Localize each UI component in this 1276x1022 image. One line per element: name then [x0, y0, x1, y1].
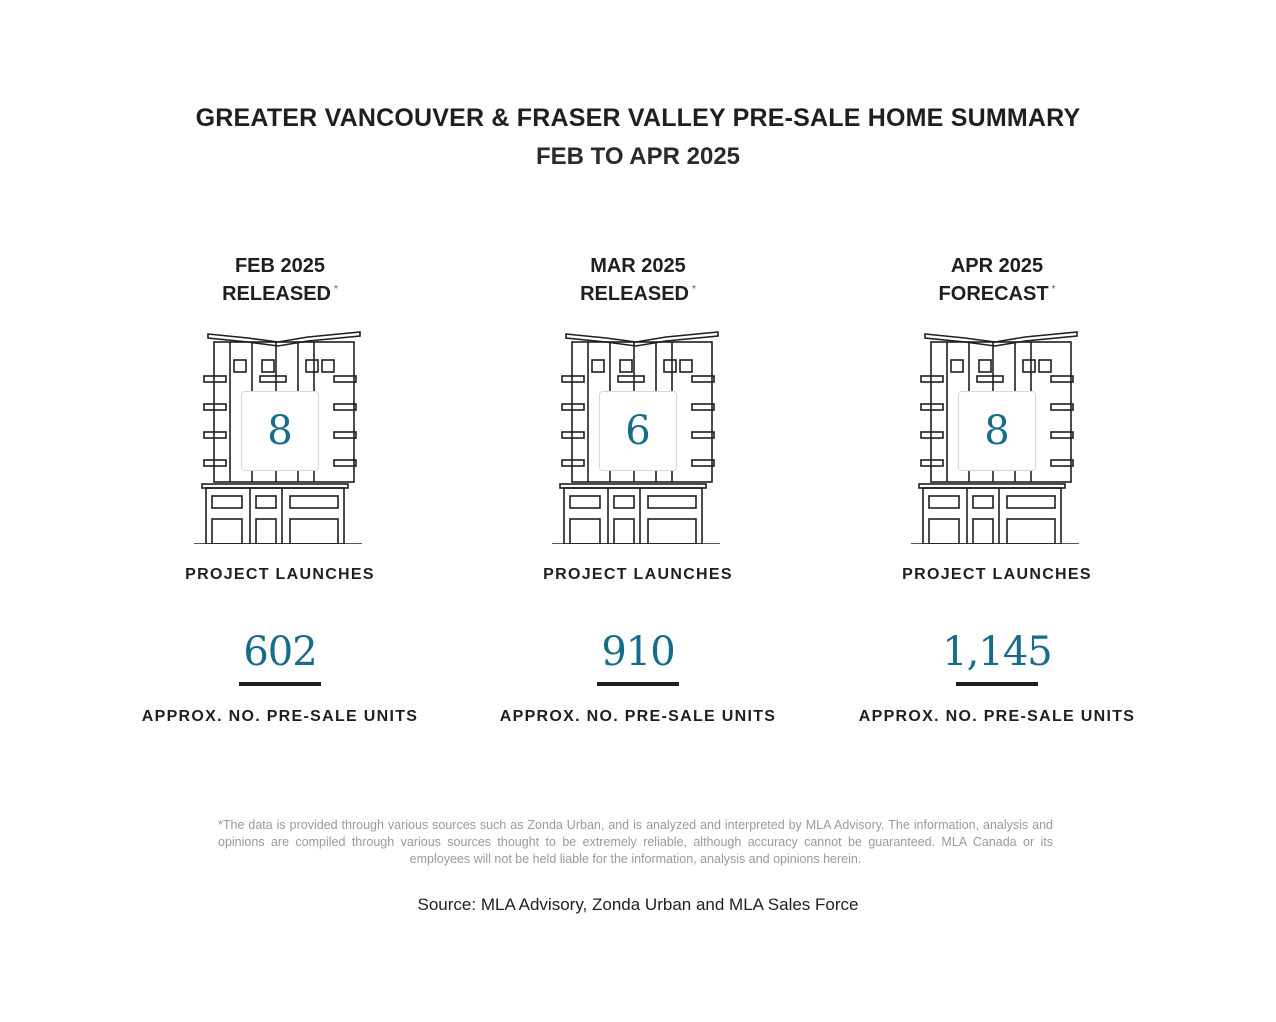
door: [570, 519, 600, 544]
units-value: 602: [243, 629, 317, 675]
balcony-slab: [334, 460, 356, 466]
column-status-label: RELEASED: [222, 283, 331, 305]
balcony-slab: [204, 404, 226, 410]
source-text: Source: MLA Advisory, Zonda Urban and MLA Sales Force: [417, 895, 859, 914]
balcony-slab: [334, 432, 356, 438]
roof-line: [208, 332, 360, 346]
launch-label: PROJECT LAUNCHES: [185, 566, 375, 583]
balcony-slab: [692, 404, 714, 410]
balcony-slab: [204, 460, 226, 466]
door: [614, 519, 634, 544]
footnote-marker: *: [1051, 284, 1056, 295]
launch-count: 8: [958, 391, 1036, 471]
window: [1039, 360, 1051, 372]
column-status: [110, 280, 450, 308]
balcony-slab: [921, 460, 943, 466]
balcony-slab: [1051, 460, 1073, 466]
page-subtitle: FEB TO APR 2025: [535, 143, 741, 170]
podium-window: [212, 496, 242, 508]
units-label: APPROX. NO. PRE-SALE UNITS: [141, 708, 419, 725]
units-label: APPROX. NO. PRE-SALE UNITS: [858, 708, 1136, 725]
units-value: 910: [601, 629, 675, 675]
units-divider: [956, 682, 1038, 686]
balcony-slab: [1051, 432, 1073, 438]
footnote-marker: *: [692, 284, 696, 295]
balcony-slab: [921, 404, 943, 410]
units-divider: [239, 682, 321, 686]
summary-column-feb: [110, 252, 450, 726]
balcony-slab: [562, 432, 584, 438]
balcony-slab: [204, 376, 226, 382]
podium-window: [614, 496, 634, 508]
window: [680, 360, 692, 372]
summary-column-apr: [827, 252, 1167, 726]
balcony-slab: [562, 404, 584, 410]
door: [929, 519, 959, 544]
door: [212, 519, 242, 544]
column-status-label: RELEASED: [580, 283, 689, 305]
balcony-slab: [334, 376, 356, 382]
summary-column-mar: [468, 252, 808, 726]
podium-window: [570, 496, 600, 508]
page-title: GREATER VANCOUVER & FRASER VALLEY PRE-SALE HOME SUMMARY: [195, 104, 1081, 132]
balcony-slab: [204, 432, 226, 438]
launch-count: 6: [599, 391, 677, 471]
column-status-label: FORECAST: [938, 283, 1049, 305]
column-month: MAR 2025: [590, 255, 686, 277]
podium-window: [290, 496, 338, 508]
window: [951, 360, 963, 372]
building-icon-wrap: [907, 324, 1087, 544]
disclaimer-text: *The data is provided through various sources such as Zonda Urban, and is analyzed and interpreted by MLA Advisory. The information, analysis and opinions are compiled through various sources thought to be extremely reliable, although accuracy cannot be guaranteed. MLA Canada or its employees will not be held liable for the information, analysis and opinions herein.: [218, 818, 1053, 866]
podium-window: [648, 496, 696, 508]
balcony-slab: [562, 376, 584, 382]
window: [322, 360, 334, 372]
balcony-slab: [921, 376, 943, 382]
door: [648, 519, 696, 544]
podium-window: [929, 496, 959, 508]
balcony-slab: [692, 376, 714, 382]
window: [1023, 360, 1035, 372]
balcony-slab: [334, 404, 356, 410]
window: [234, 360, 246, 372]
footnote-marker: *: [334, 284, 338, 295]
window: [664, 360, 676, 372]
window: [262, 360, 274, 372]
launch-label: PROJECT LAUNCHES: [543, 566, 733, 583]
balcony-slab: [977, 376, 1003, 382]
balcony-slab: [562, 460, 584, 466]
balcony-slab: [618, 376, 644, 382]
window: [620, 360, 632, 372]
door: [1007, 519, 1055, 544]
balcony-slab: [692, 432, 714, 438]
window: [306, 360, 318, 372]
column-month: APR 2025: [950, 255, 1044, 277]
launch-label: PROJECT LAUNCHES: [902, 566, 1092, 583]
podium-window: [1007, 496, 1055, 508]
podium-window: [973, 496, 993, 508]
column-status: [468, 280, 808, 308]
door: [290, 519, 338, 544]
column-status: [827, 280, 1167, 308]
building-icon-wrap: [548, 324, 728, 544]
column-month: FEB 2025: [234, 255, 326, 277]
door: [973, 519, 993, 544]
units-label: APPROX. NO. PRE-SALE UNITS: [499, 708, 777, 725]
building-icon-wrap: [190, 324, 370, 544]
units-divider: [597, 682, 679, 686]
balcony-slab: [692, 460, 714, 466]
balcony-slab: [260, 376, 286, 382]
podium-window: [256, 496, 276, 508]
units-value: 1,145: [942, 629, 1052, 675]
launch-count: 8: [241, 391, 319, 471]
balcony-slab: [921, 432, 943, 438]
window: [979, 360, 991, 372]
window: [592, 360, 604, 372]
balcony-slab: [1051, 376, 1073, 382]
door: [256, 519, 276, 544]
balcony-slab: [1051, 404, 1073, 410]
